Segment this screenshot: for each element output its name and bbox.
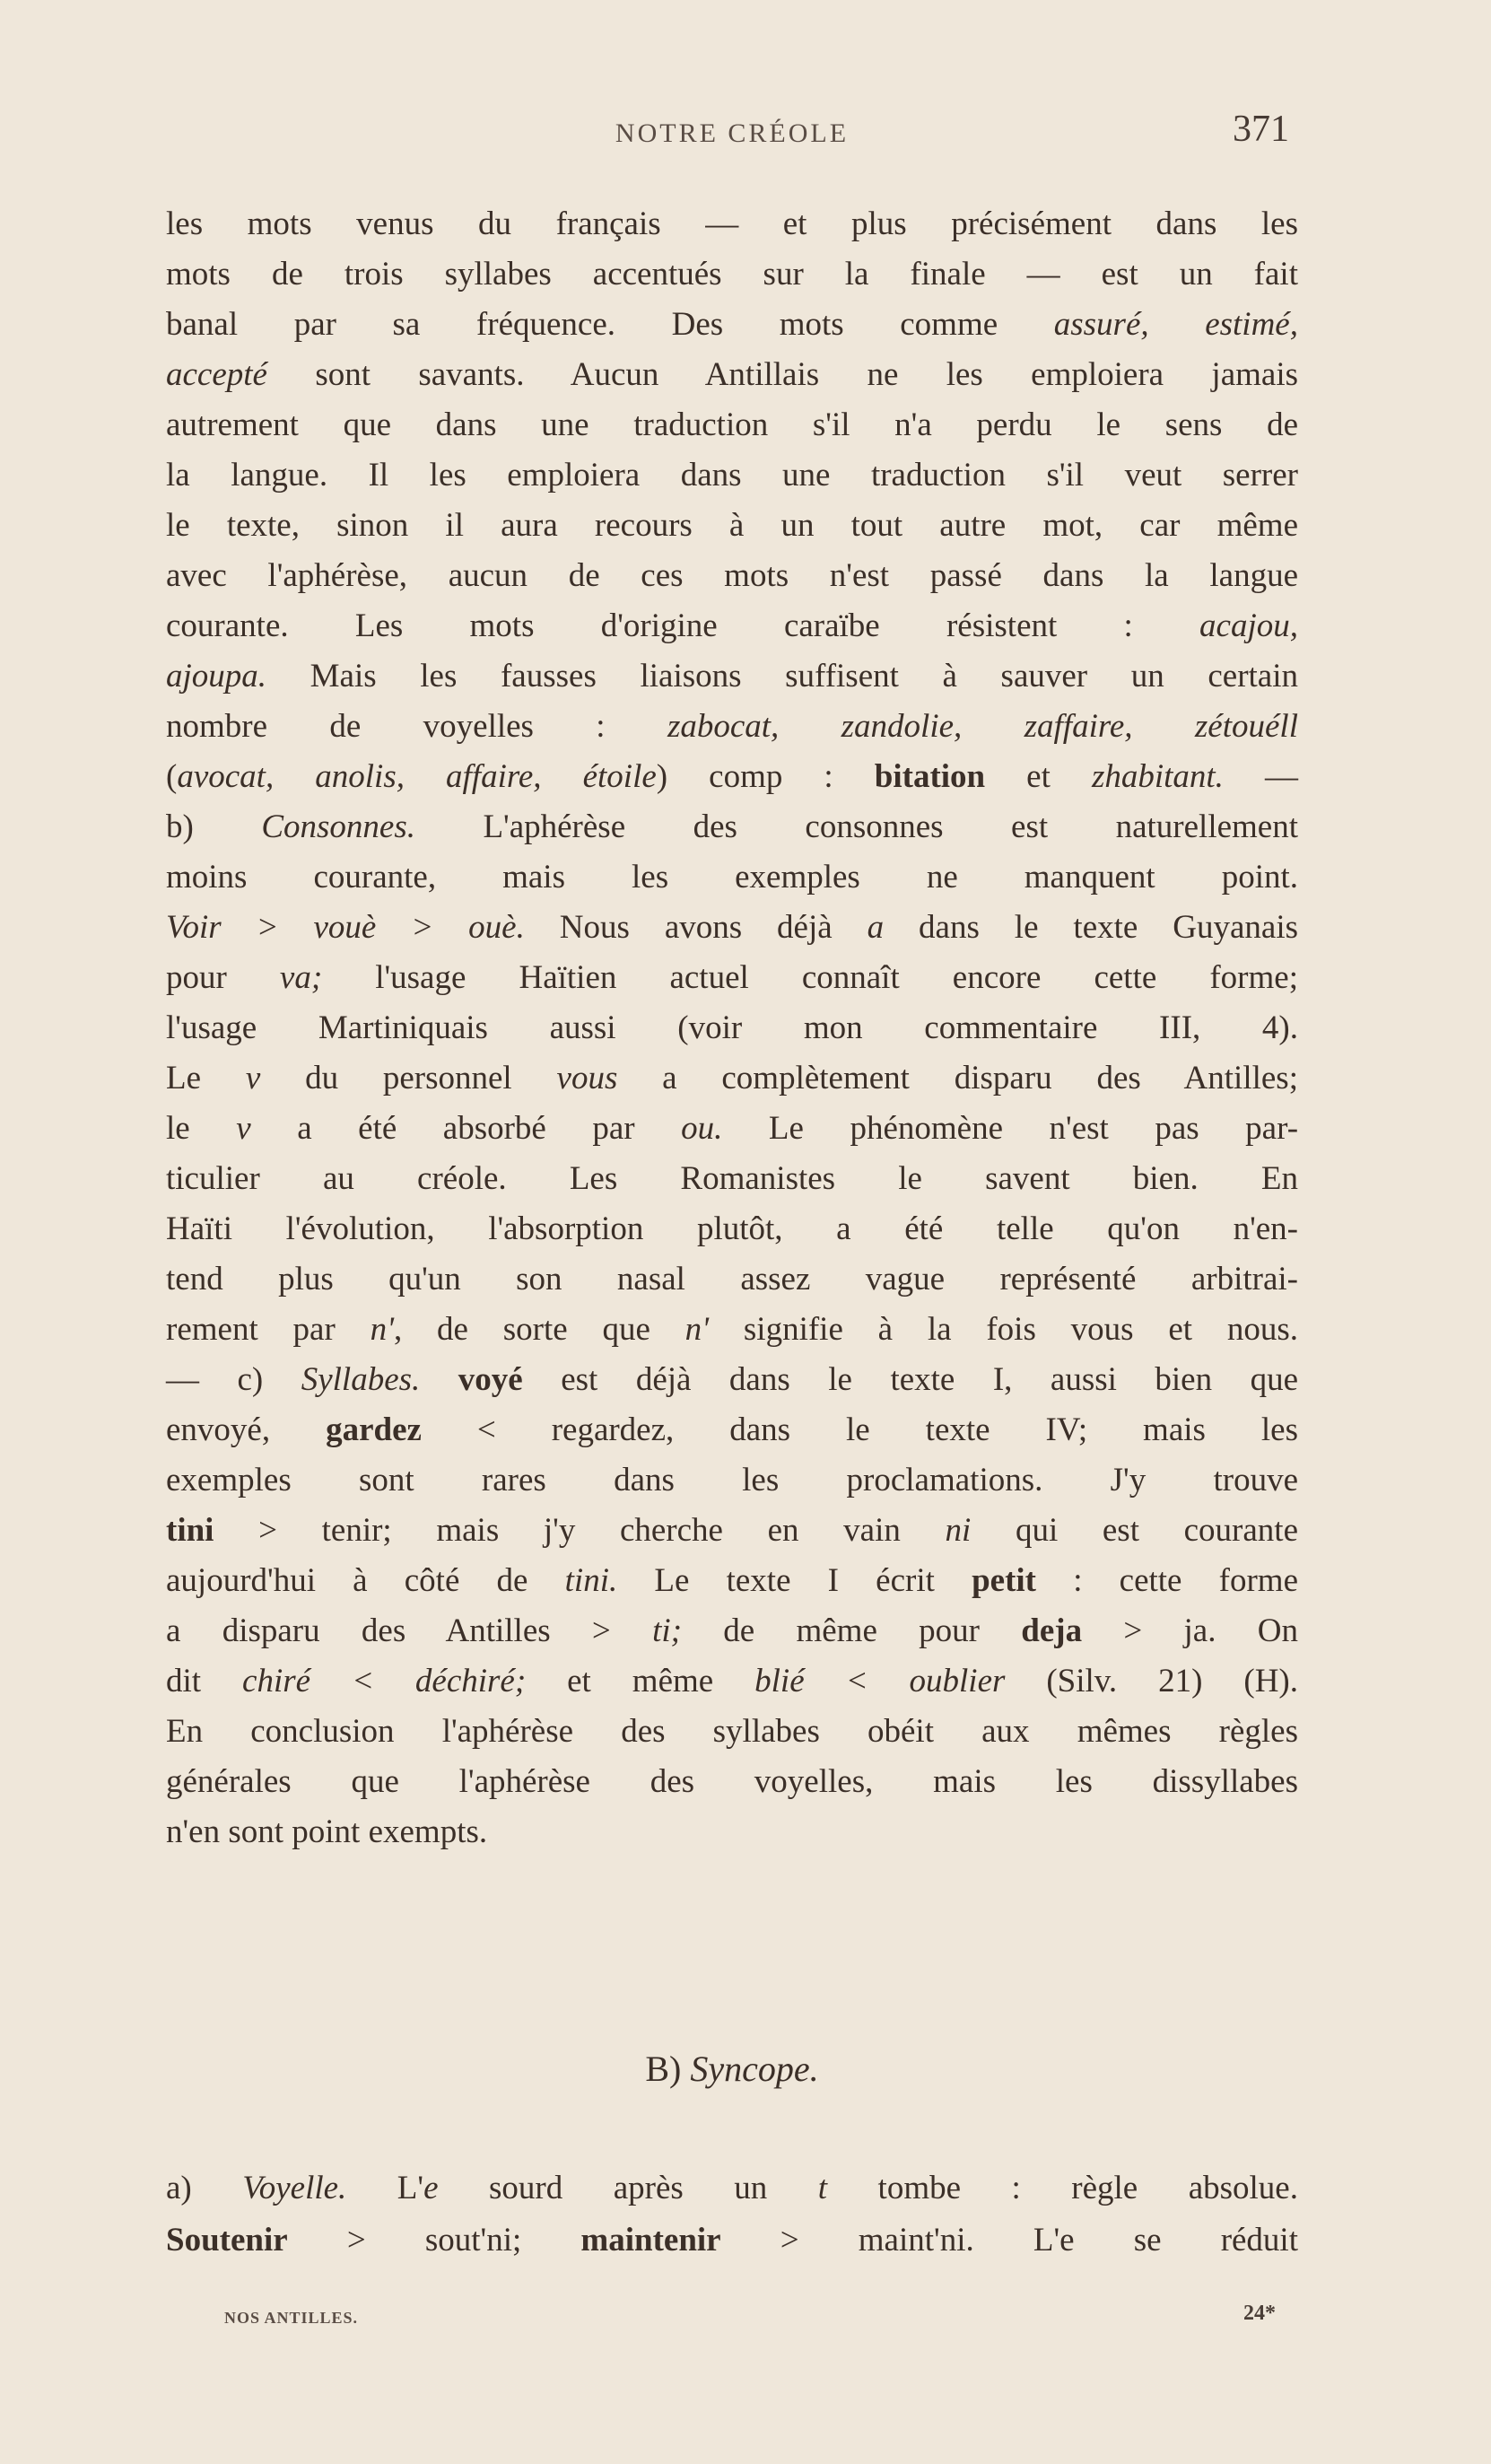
italic-run: blié < oublier — [754, 1663, 1006, 1699]
text-run: tombe : règle absolue. — [827, 2170, 1298, 2206]
text-run: sourd après un — [438, 2170, 818, 2206]
text-run: a été absorbé par — [250, 1110, 682, 1147]
text-run: a disparu des Antilles > — [166, 1612, 653, 1649]
text-line — [166, 1506, 1298, 1556]
italic-run: chiré < déchiré; — [242, 1663, 527, 1699]
text-line — [166, 1053, 1298, 1104]
section-heading — [166, 2048, 1298, 2090]
text-run: Haïti l'évolution, l'absorption plutôt, a été telle qu'on n'en- — [166, 1210, 1298, 1247]
text-line — [166, 1003, 1298, 1053]
text-run: — — [1223, 758, 1298, 795]
text-line — [166, 1405, 1298, 1455]
text-run: les mots venus du français — et plus précisément dans les — [166, 205, 1298, 242]
text-run: générales que l'aphérèse des voyelles, mais les dissyllabes — [166, 1763, 1298, 1800]
text-line — [166, 1104, 1298, 1154]
bold-run: gardez — [326, 1411, 422, 1448]
page-footer — [166, 2302, 1298, 2337]
text-run: En conclusion l'aphérèse des syllabes obéit aux mêmes règles — [166, 1713, 1298, 1750]
text-line — [166, 903, 1298, 953]
text-run: ( — [166, 758, 178, 795]
text-run: le — [166, 1110, 237, 1147]
section-title: Syncope. — [690, 2049, 819, 2089]
text-run: sont savants. Aucun Antillais ne les emploiera jamais — [266, 356, 1298, 393]
text-run: Le phénomène n'est pas par- — [722, 1110, 1299, 1147]
text-run: a) — [166, 2170, 243, 2206]
text-run: aujourd'hui à côté de — [166, 1562, 565, 1599]
text-line — [166, 702, 1298, 752]
text-run: < regardez, dans le texte IV; mais les — [421, 1411, 1298, 1448]
bold-run: petit — [972, 1562, 1037, 1599]
italic-run: Voir > vouè > ouè. — [166, 909, 525, 946]
section-label: B) — [645, 2049, 691, 2089]
text-line — [166, 601, 1298, 651]
bold-run: maintenir — [580, 2222, 721, 2259]
text-run: le texte, sinon il aura recours à un tout autre mot, car même — [166, 507, 1298, 544]
text-line — [166, 651, 1298, 702]
text-run: dans le texte Guyanais — [884, 909, 1298, 946]
italic-run: n' — [370, 1311, 394, 1348]
text-run: > ja. On — [1082, 1612, 1298, 1649]
italic-run: acajou, — [1199, 607, 1298, 644]
text-run: envoyé, — [166, 1411, 327, 1448]
text-line — [166, 1807, 1298, 1857]
text-run: et — [985, 758, 1092, 795]
text-line — [166, 300, 1298, 350]
text-run: dit — [166, 1663, 243, 1699]
italic-run: zhabitant. — [1091, 758, 1224, 795]
text-line — [166, 1154, 1298, 1204]
italic-run: ajoupa. — [166, 658, 267, 695]
text-run: est déjà dans le texte I, aussi bien que — [522, 1361, 1299, 1398]
italic-run: v — [236, 1110, 251, 1147]
text-run: ) comp : — [656, 758, 875, 795]
text-run: tend plus qu'un son nasal assez vague représenté arbitrai- — [166, 1261, 1298, 1298]
bold-run: bitation — [874, 758, 986, 795]
italic-run: e — [423, 2170, 439, 2206]
running-head — [166, 108, 1298, 170]
text-line — [166, 1556, 1298, 1606]
text-run: courante. Les mots d'origine caraïbe résistent : — [166, 607, 1200, 644]
text-run: > sout'ni; — [287, 2222, 581, 2259]
italic-run: tini. — [564, 1562, 618, 1599]
text-run: > tenir; mais j'y cherche en vain — [214, 1512, 946, 1549]
text-line — [166, 953, 1298, 1003]
italic-run: Voyelle. — [242, 2170, 347, 2206]
italic-run: a — [867, 909, 885, 946]
italic-run: avocat, anolis, affaire, étoile — [177, 758, 657, 795]
bold-run: Soutenir — [166, 2222, 288, 2259]
italic-run: v — [245, 1060, 261, 1097]
text-line — [166, 199, 1298, 249]
text-line — [166, 1204, 1298, 1254]
text-run: mots de trois syllabes accentués sur la finale — est un fait — [166, 256, 1298, 293]
text-run: — c) — [166, 1361, 301, 1398]
text-run: l'usage Haïtien actuel connaît encore cette forme; — [322, 959, 1298, 996]
text-line — [166, 1455, 1298, 1506]
text-line — [166, 1254, 1298, 1305]
italic-run: va; — [279, 959, 323, 996]
text-run: Le — [166, 1060, 246, 1097]
text-line — [166, 1656, 1298, 1707]
text-run: Nous avons déjà — [524, 909, 868, 946]
text-run: autrement que dans une traduction s'il n'a perdu le sens de — [166, 406, 1298, 443]
text-run: b) — [166, 808, 262, 845]
text-run: > maint'ni. L'e se réduit — [720, 2222, 1298, 2259]
text-run: pour — [166, 959, 280, 996]
text-line — [166, 1355, 1298, 1405]
signature-mark: NOS ANTILLES. — [224, 2309, 359, 2327]
text-line — [166, 2163, 1298, 2215]
text-run: Mais les fausses liaisons suffisent à sauver un certain — [266, 658, 1298, 695]
syncope-paragraph — [166, 2163, 1298, 2267]
text-run: L' — [346, 2170, 424, 2206]
text-run: , de sorte que — [393, 1311, 685, 1348]
bold-run: tini — [166, 1512, 214, 1549]
italic-run: accepté — [166, 356, 267, 393]
text-run: la langue. Il les emploiera dans une traduction s'il veut serrer — [166, 457, 1298, 494]
text-run: l'usage Martiniquais aussi (voir mon commentaire III, 4). — [166, 1009, 1298, 1046]
text-run — [420, 1361, 458, 1398]
text-run: du personnel — [260, 1060, 557, 1097]
text-run: moins courante, mais les exemples ne manquent point. — [166, 859, 1298, 896]
text-line — [166, 1757, 1298, 1807]
text-run: Le texte I écrit — [617, 1562, 972, 1599]
body-paragraph — [166, 199, 1298, 1857]
running-title: NOTRE CRÉOLE — [615, 118, 850, 148]
text-run: exemples sont rares dans les proclamations. J'y trouve — [166, 1462, 1298, 1498]
italic-run: n' — [684, 1311, 710, 1348]
text-run: ticulier au créole. Les Romanistes le savent bien. En — [166, 1160, 1298, 1197]
text-run: signifie à la fois vous et nous. — [709, 1311, 1298, 1348]
text-line — [166, 1606, 1298, 1656]
italic-run: Consonnes. — [261, 808, 415, 845]
text-run: : cette forme — [1036, 1562, 1298, 1599]
text-line — [166, 350, 1298, 400]
text-run: banal par sa fréquence. Des mots comme — [166, 306, 1054, 343]
text-line — [166, 1305, 1298, 1355]
text-line — [166, 400, 1298, 450]
text-run: n'en sont point exempts. — [166, 1813, 488, 1850]
page-number: 371 — [1233, 109, 1289, 150]
text-line — [166, 802, 1298, 852]
signature-number: 24* — [1243, 2302, 1276, 2325]
text-line — [166, 450, 1298, 501]
italic-run: assuré, estimé, — [1053, 306, 1298, 343]
text-run: L'aphérèse des consonnes est naturellement — [414, 808, 1299, 845]
text-run: et même — [526, 1663, 755, 1699]
text-line — [166, 501, 1298, 551]
italic-run: t — [817, 2170, 828, 2206]
text-line — [166, 249, 1298, 300]
text-run: avec l'aphérèse, aucun de ces mots n'est passé dans la langue — [166, 557, 1298, 594]
text-line — [166, 752, 1298, 802]
text-run: de même pour — [681, 1612, 1022, 1649]
text-line — [166, 1707, 1298, 1757]
text-line — [166, 2215, 1298, 2267]
italic-run: ni — [945, 1512, 972, 1549]
text-run: rement par — [166, 1311, 371, 1348]
italic-run: vous — [556, 1060, 618, 1097]
italic-run: ti; — [652, 1612, 682, 1649]
bold-run: voyé — [458, 1361, 523, 1398]
text-line — [166, 551, 1298, 601]
text-run: qui est courante — [971, 1512, 1298, 1549]
italic-run: ou. — [681, 1110, 723, 1147]
italic-run: Syllabes. — [301, 1361, 421, 1398]
text-line — [166, 852, 1298, 903]
text-run: (Silv. 21) (H). — [1005, 1663, 1298, 1699]
italic-run: zabocat, zandolie, zaffaire, zétouéll — [667, 708, 1298, 745]
text-run: a complètement disparu des Antilles; — [617, 1060, 1298, 1097]
bold-run: deja — [1021, 1612, 1083, 1649]
text-run: nombre de voyelles : — [166, 708, 667, 745]
